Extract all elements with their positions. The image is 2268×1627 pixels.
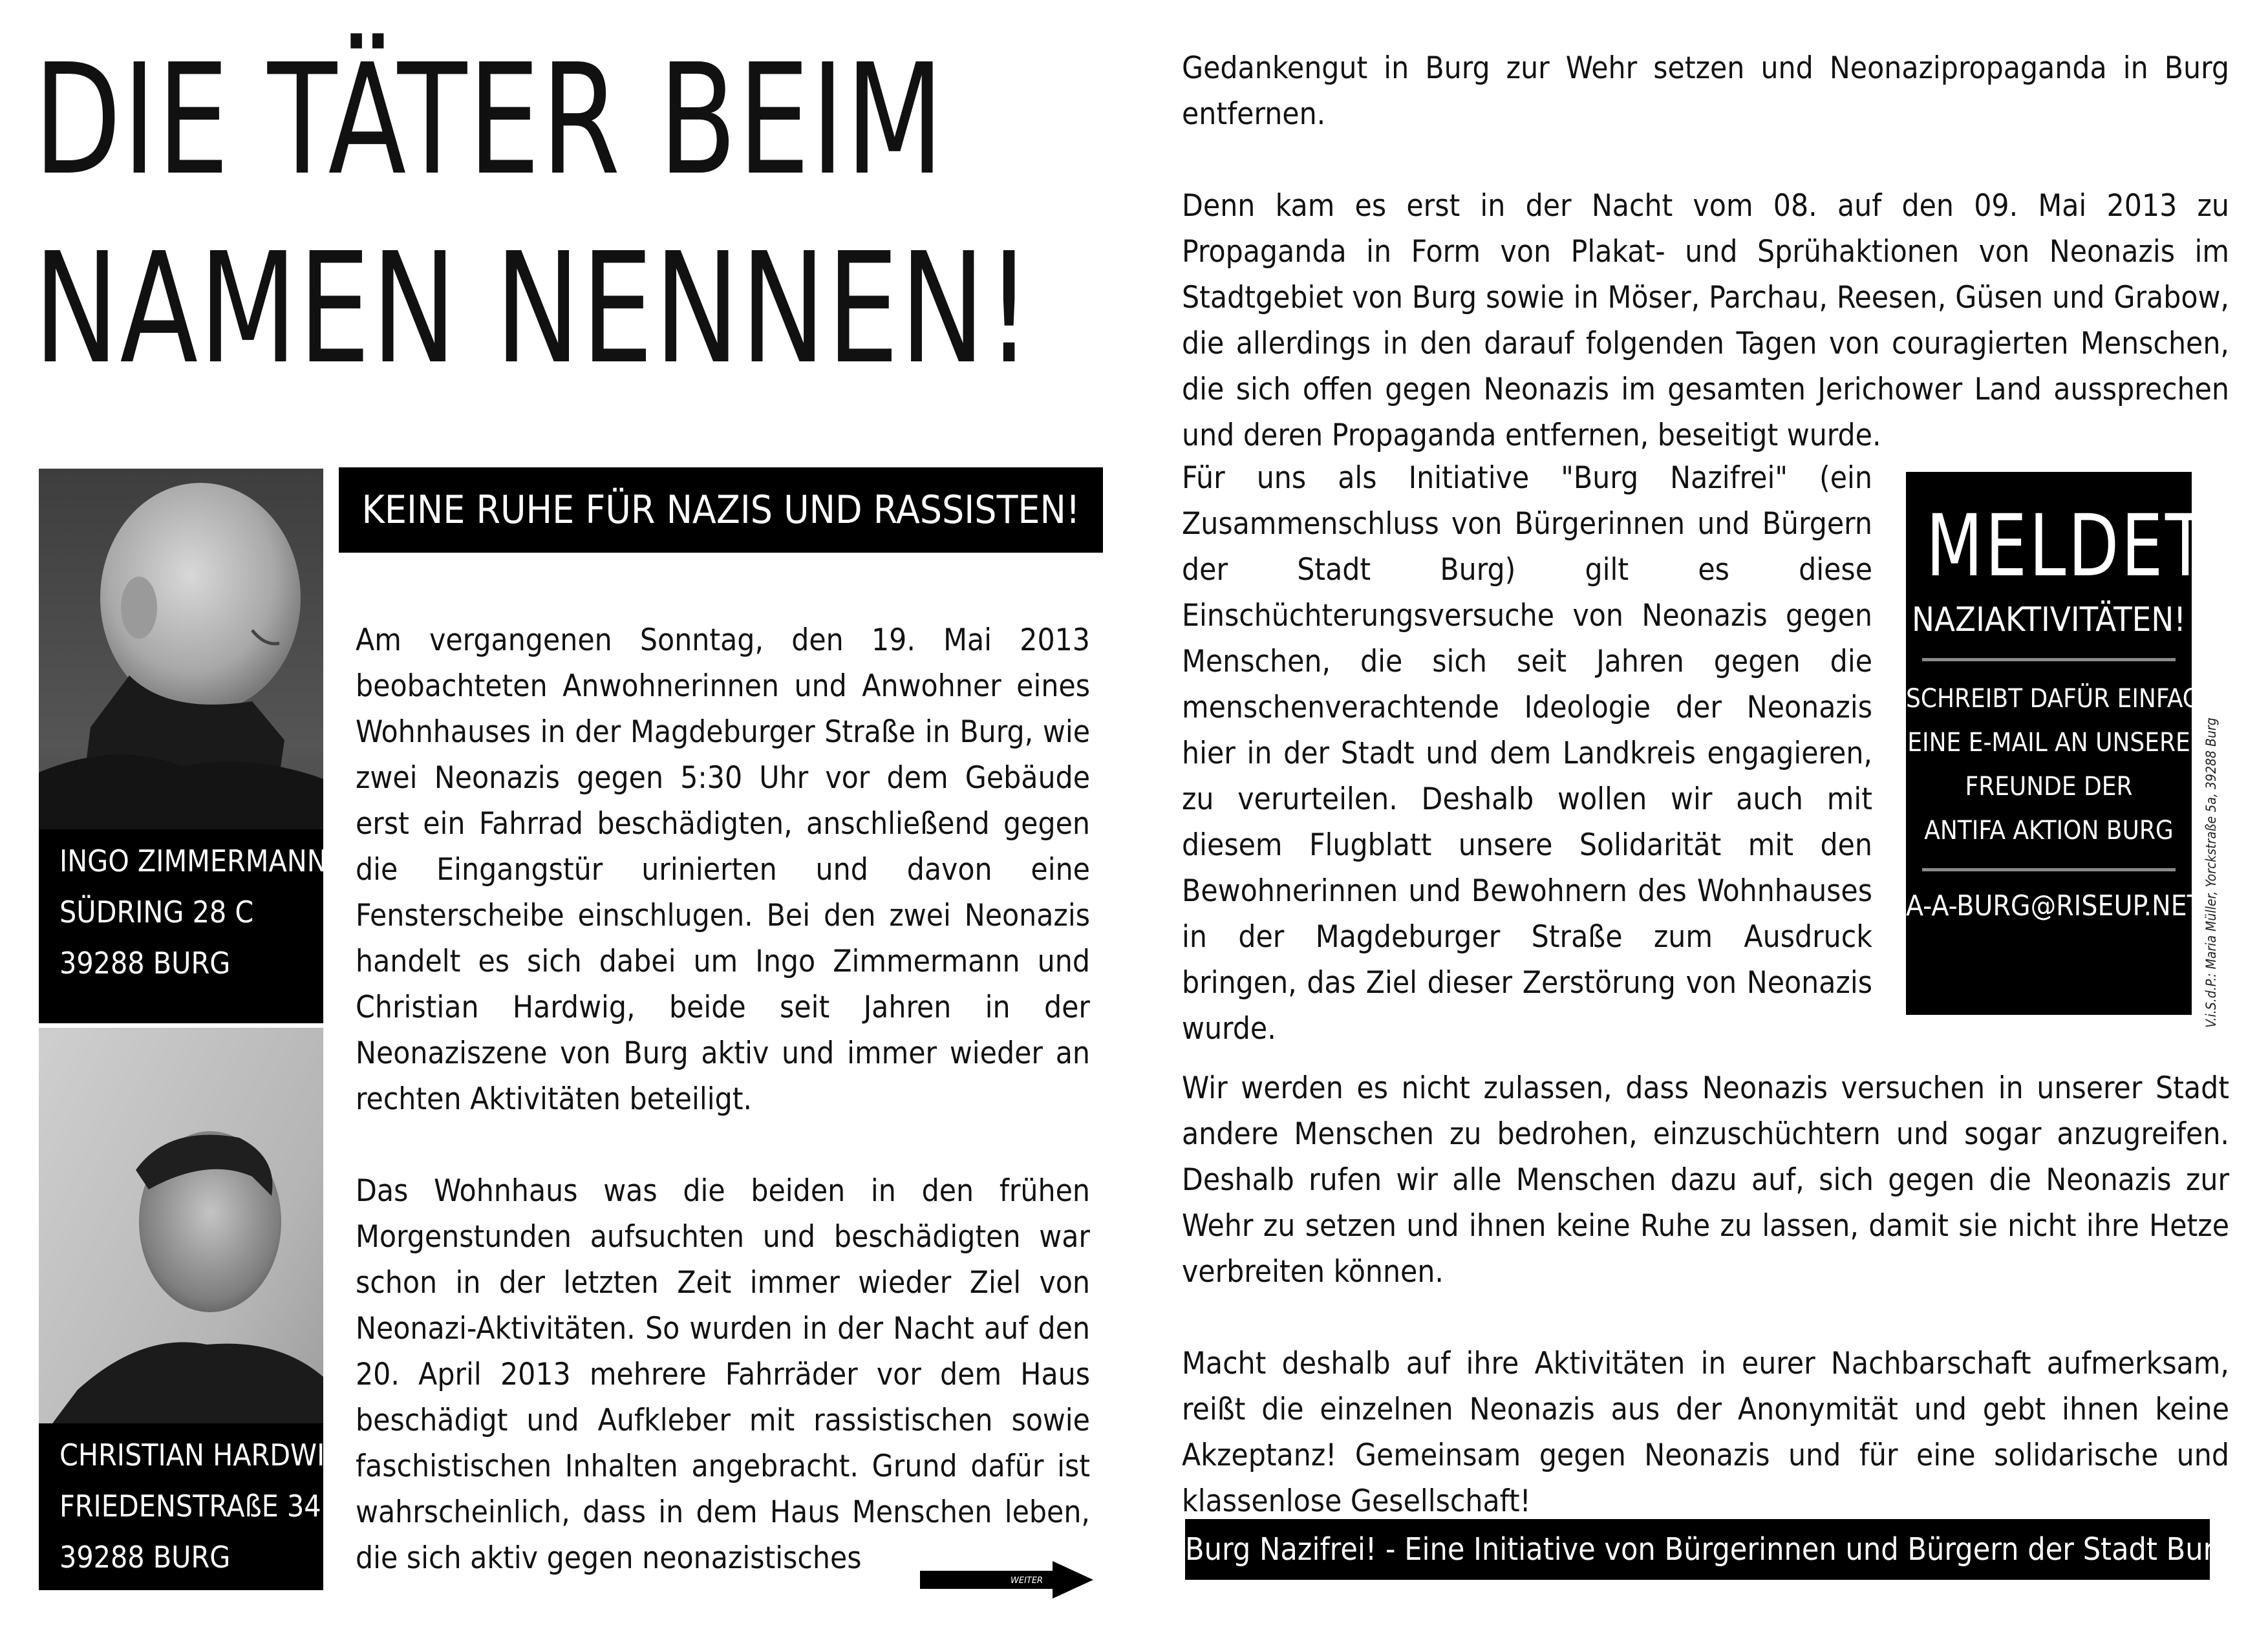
headline-line-2: NAMEN NENNEN! bbox=[34, 220, 1033, 398]
imprint: V.i.S.d.P.: Maria Müller, Yorckstraße 5a, 39288 Burg bbox=[2203, 718, 2219, 1028]
paragraph: Macht deshalb auf ihre Aktivitäten in eurer Nachbarschaft aufmerksam, reißt die einzelnen Neonazis aus der Anonymität und gebt ihnen keine Akzeptanz! Gemeinsam gegen Neonazis und für eine solidarische und klassenlose Gesellschaft! bbox=[1182, 1346, 2229, 1519]
report-info-line: EINE E-MAIL AN UNSERE bbox=[1907, 728, 2190, 758]
paragraph: Gedankengut in Burg zur Wehr setzen und Neonazipropaganda in Burg entfernen. bbox=[1182, 50, 2229, 132]
report-info-line: SCHREIBT DAFÜR EINFACH bbox=[1906, 684, 2216, 714]
paragraph: Für uns als Initiative "Burg Nazifrei" (ein Zusammenschluss von Bürgerinnen und Bürgern der Stadt Burg) gilt es diese Einschüchterungsversuche von Neonazis gegen Menschen, die sich seit Jahren gegen die menschenverachtende Ideologie der Neonazis hier in der Stadt und dem Landkreis engagieren, zu verurteilen. Deshalb wollen wir auch mit diesem Flugblatt unsere Solidarität mit den Bewohnerinnen und Bewohnern des Wohnhauses in der Magdeburger Straße zum Ausdruck bringen, das Ziel dieser Zerstörung von Neonazis wurde. bbox=[1182, 460, 1872, 1047]
person-name: INGO ZIMMERMANN bbox=[59, 844, 327, 878]
report-email[interactable]: A-A-BURG@RISEUP.NET bbox=[1906, 889, 2203, 922]
person-street: FRIEDENSTRAßE 34 bbox=[59, 1489, 321, 1524]
report-info-line: FREUNDE DER bbox=[1965, 772, 2133, 802]
right-text-column-middle bbox=[1182, 455, 1872, 1098]
footer-banner: Burg Nazifrei! - Eine Initiative von Bürgerinnen und Bürgern der Stadt Burg bbox=[1185, 1519, 2210, 1580]
continue-label: WEITER bbox=[1011, 1576, 1043, 1586]
paragraph: Wir werden es nicht zulassen, dass Neonazis versuchen in unserer Stadt andere Menschen zu bedrohen, einzuschüchtern und sogar anzugreifen. Deshalb rufen wir alle Menschen dazu auf, sich gegen die Neonazis zur Wehr zu setzen und ihnen keine Ruhe zu lassen, damit sie nicht ihre Hetze verbreiten können. bbox=[1182, 1070, 2229, 1290]
continue-arrow-icon bbox=[920, 1561, 1093, 1599]
right-text-column-bottom bbox=[1182, 1065, 2229, 1570]
divider bbox=[1922, 658, 2176, 661]
report-info-line: ANTIFA AKTION BURG bbox=[1924, 816, 2174, 845]
person-caption-1 bbox=[39, 829, 327, 1023]
person-name: CHRISTIAN HARDWIG bbox=[59, 1438, 346, 1473]
person-city: 39288 BURG bbox=[59, 1540, 231, 1575]
section-banner: KEINE RUHE FÜR NAZIS UND RASSISTEN! bbox=[339, 467, 1103, 553]
paragraph: Das Wohnhaus was die beiden in den frühen Morgenstunden aufsuchten und beschädigten war schon in der letzten Zeit immer wieder Ziel von Neonazi-Aktivitäten. So wurden in der Nacht auf den 20. April 2013 mehrere Fahrräder vor dem Haus beschädigt und Aufkleber mit rassistischen sowie faschistischen Inhalten angebracht. Grund dafür ist wahrscheinlich, dass in dem Haus Menschen leben, die sich aktiv gegen neonazistisches bbox=[356, 1173, 1090, 1576]
right-text-column-top bbox=[1182, 45, 2229, 504]
person-city: 39288 BURG bbox=[59, 946, 231, 981]
report-subtitle: NAZIAKTIVITÄTEN! bbox=[1912, 601, 2186, 639]
paragraph: Denn kam es erst in der Nacht vom 08. auf den 09. Mai 2013 zu Propaganda in Form von Plakat- und Sprühaktionen von Neonazis im Stadtgebiet von Burg sowie in Möser, Parchau, Reesen, Güsen und Grabow, die allerdings in den darauf folgenden Tagen von couragierten Menschen, die sich offen gegen Neonazis im gesamten Jerichower Land aussprechen und deren Propaganda entfernen, beseitigt wurde. bbox=[1182, 188, 2229, 453]
person-street: SÜDRING 28 C bbox=[59, 895, 254, 930]
paragraph: Am vergangenen Sonntag, den 19. Mai 2013 beobachteten Anwohnerinnen und Anwohner eines Wohnhauses in der Magdeburger Straße in Burg, wie zwei Neonazis gegen 5:30 Uhr vor dem Gebäude erst ein Fahrrad beschädigten, anschließend gegen die Eingangstür urinierten und davon eine Fensterscheibe einschlugen. Bei den zwei Neonazis handelt es sich dabei um Ingo Zimmermann und Christian Hardwig, beide seit Jahren in der Neonaziszene von Burg aktiv und immer wieder an rechten Aktivitäten beteiligt. bbox=[356, 622, 1090, 1117]
person-caption-2 bbox=[39, 1423, 346, 1590]
report-title: MELDET bbox=[1925, 496, 2208, 596]
left-text-column bbox=[356, 617, 1090, 1627]
headline-line-1: DIE TÄTER BEIM bbox=[34, 31, 945, 209]
headline bbox=[34, 26, 1033, 403]
divider bbox=[1922, 868, 2176, 871]
